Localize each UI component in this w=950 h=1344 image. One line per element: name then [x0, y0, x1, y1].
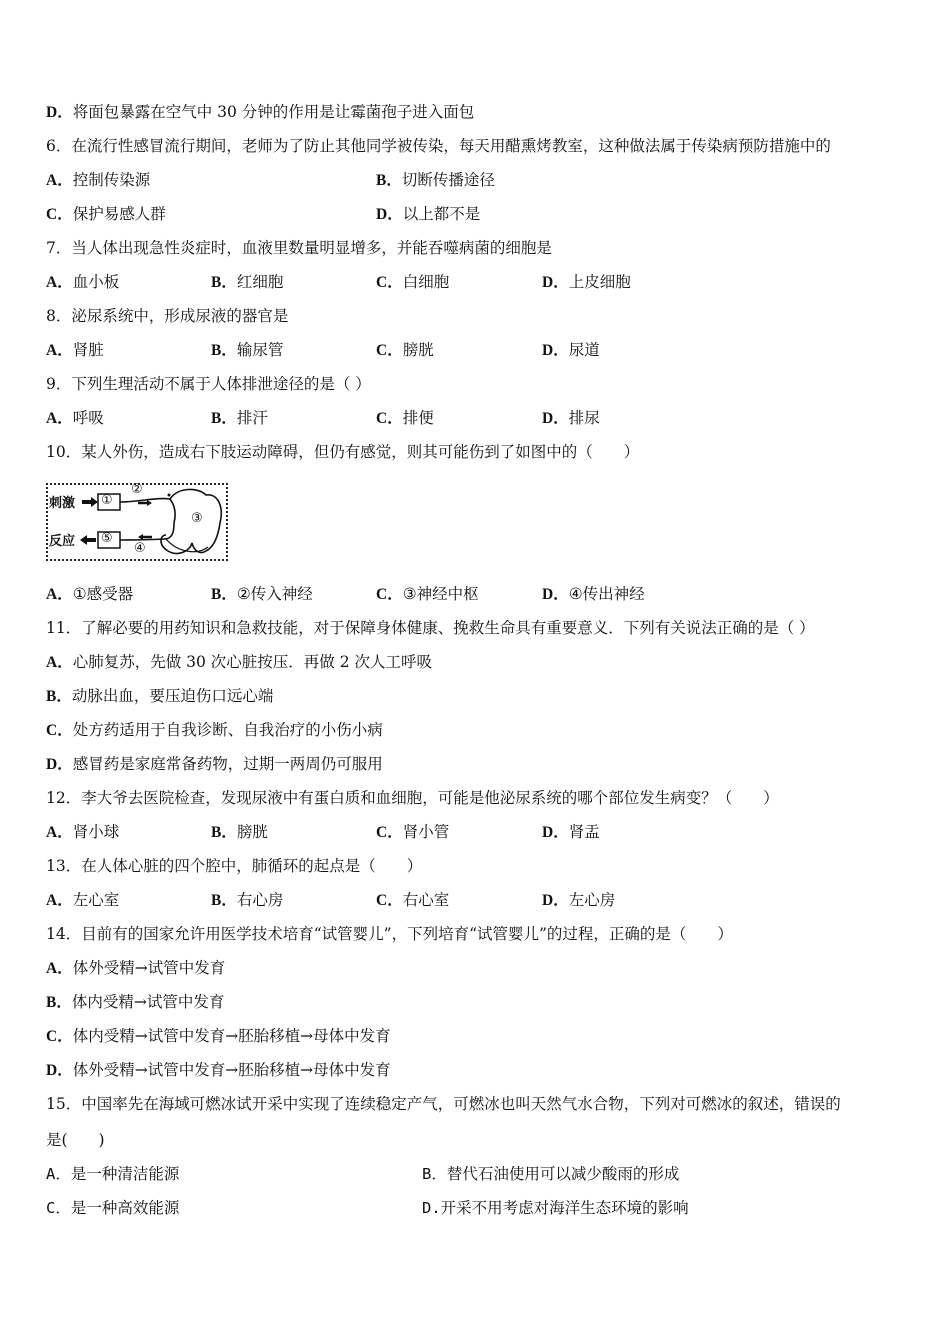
option-text: 控制传染源 — [72, 171, 151, 189]
option-text: 排汗 — [236, 409, 268, 427]
q7-stem: 7．当人体出现急性炎症时，血液里数量明显增多，并能吞噬病菌的细胞是 — [46, 239, 552, 257]
q12-option-b[interactable] — [211, 822, 268, 843]
label-center: ③ — [191, 511, 203, 526]
q8-option-c[interactable] — [376, 340, 434, 361]
q10-option-b[interactable] — [211, 584, 313, 605]
q9-option-c[interactable] — [376, 408, 434, 429]
q11-option-c[interactable] — [46, 720, 383, 741]
option-letter: A． — [46, 892, 73, 909]
label-effector: ⑤ — [101, 531, 113, 546]
q6-stem: 6．在流行性感冒流行期间，老师为了防止其他同学被传染，每天用醋熏烤教室，这种做法属于传染病预防措施中的 — [46, 137, 831, 155]
q9-option-a[interactable] — [46, 408, 104, 429]
q6-option-d[interactable] — [376, 204, 480, 225]
option-letter: A． — [46, 410, 73, 427]
option-text: 以上都不是 — [402, 205, 481, 223]
option-letter: A． — [46, 172, 73, 189]
option-letter: C． — [46, 206, 73, 223]
option-letter: D． — [46, 104, 73, 121]
option-letter: B． — [211, 410, 237, 427]
option-text: 呼吸 — [72, 409, 104, 427]
q12-stem: 12．李大爷去医院检查，发现尿液中有蛋白质和血细胞，可能是他泌尿系统的哪个部位发生病变？（ ） — [46, 789, 779, 807]
option-text: 动脉出血，要压迫伤口远心端 — [71, 687, 274, 705]
q11-stem: 11．了解必要的用药知识和急救技能，对于保障身体健康、挽救生命具有重要意义．下列有关说法正确的是（ ） — [46, 619, 815, 637]
q12-option-d[interactable] — [542, 822, 600, 843]
q13-option-a[interactable] — [46, 890, 119, 911]
option-text: 血小板 — [72, 273, 120, 291]
option-text: 肾盂 — [568, 823, 600, 841]
option-text: 上皮细胞 — [568, 273, 631, 291]
option-letter: C． — [376, 586, 403, 603]
q12-option-a[interactable] — [46, 822, 119, 843]
option-text: 肾小球 — [72, 823, 120, 841]
option-text: 体内受精→试管中发育→胚胎移植→母体中发育 — [72, 1027, 391, 1045]
q14-option-d[interactable] — [46, 1060, 391, 1081]
q14-option-b[interactable] — [46, 992, 224, 1013]
label-afferent: ② — [131, 482, 143, 497]
q7-option-c[interactable] — [376, 272, 449, 293]
option-text: 保护易感人群 — [72, 205, 166, 223]
option-letter: C． — [46, 1028, 73, 1045]
q14-option-c[interactable] — [46, 1026, 391, 1047]
option-text: 红细胞 — [236, 273, 284, 291]
q11-option-a[interactable] — [46, 652, 432, 673]
q12-option-c[interactable] — [376, 822, 449, 843]
option-letter: B． — [46, 688, 72, 705]
option-letter: D. — [422, 1199, 441, 1217]
q7-option-a[interactable] — [46, 272, 119, 293]
q8-option-b[interactable] — [211, 340, 283, 361]
option-letter: B． — [211, 892, 237, 909]
option-text: ①感受器 — [72, 585, 134, 603]
option-text: 体内受精→试管中发育 — [71, 993, 225, 1011]
q15-stem-line2: 是( ) — [46, 1131, 105, 1149]
option-text: 左心房 — [568, 891, 616, 909]
option-letter: A． — [46, 654, 73, 671]
q15-stem-line1: 15．中国率先在海域可燃冰试开采中实现了连续稳定产气，可燃冰也叫天然气水合物，下列对可燃冰的叙述，错误的 — [46, 1095, 841, 1113]
option-letter: C． — [376, 824, 403, 841]
option-text: 感冒药是家庭常备药物，过期一两周仍可服用 — [72, 755, 383, 773]
q7-option-b[interactable] — [211, 272, 283, 293]
q9-option-b[interactable] — [211, 408, 268, 429]
option-text: 肾脏 — [72, 341, 104, 359]
q11-option-b[interactable] — [46, 686, 273, 707]
option-letter: A． — [46, 586, 73, 603]
q8-stem: 8．泌尿系统中，形成尿液的器官是 — [46, 307, 289, 325]
option-text: 排尿 — [568, 409, 600, 427]
option-letter: C． — [376, 410, 403, 427]
q13-option-b[interactable] — [211, 890, 283, 911]
option-letter: B． — [211, 586, 237, 603]
option-letter: D． — [46, 756, 73, 773]
option-letter: D． — [542, 274, 569, 291]
option-text: 将面包暴露在空气中 30 分钟的作用是让霉菌孢子进入面包 — [72, 103, 475, 121]
q15-option-a[interactable] — [46, 1164, 179, 1184]
label-efferent: ④ — [134, 541, 146, 556]
option-text: 是一种清洁能源 — [70, 1165, 180, 1183]
q14-option-a[interactable] — [46, 958, 225, 979]
q13-option-c[interactable] — [376, 890, 449, 911]
q15-option-c[interactable] — [46, 1198, 179, 1218]
q11-option-d[interactable] — [46, 754, 383, 775]
option-letter: D． — [542, 586, 569, 603]
option-text: 处方药适用于自我诊断、自我治疗的小伤小病 — [72, 721, 383, 739]
option-letter: B． — [211, 342, 237, 359]
option-letter: B． — [211, 824, 237, 841]
option-text: 肾小管 — [402, 823, 450, 841]
option-text: 体外受精→试管中发育→胚胎移植→母体中发育 — [72, 1061, 391, 1079]
option-text: 左心室 — [72, 891, 120, 909]
q15-option-b[interactable] — [422, 1164, 679, 1184]
q6-option-a[interactable] — [46, 170, 150, 191]
q8-option-d[interactable] — [542, 340, 600, 361]
option-letter: C． — [46, 722, 73, 739]
option-letter: A． — [46, 824, 73, 841]
option-text: 是一种高效能源 — [70, 1199, 180, 1217]
option-letter: B． — [211, 274, 237, 291]
option-letter: A． — [46, 1165, 71, 1183]
q7-option-d[interactable] — [542, 272, 631, 293]
option-letter: C． — [46, 1199, 71, 1217]
q13-stem: 13．在人体心脏的四个腔中，肺循环的起点是（ ） — [46, 857, 423, 875]
option-letter: D． — [46, 1062, 73, 1079]
option-text: 排便 — [402, 409, 434, 427]
q14-stem: 14．目前有的国家允许用医学技术培育“试管婴儿”，下列培育“试管婴儿”的过程，正确的是（ ） — [46, 925, 733, 943]
option-text: 膀胱 — [236, 823, 268, 841]
option-text: 输尿管 — [236, 341, 284, 359]
option-text: ③神经中枢 — [402, 585, 479, 603]
q10-stem: 10．某人外伤，造成右下肢运动障碍，但仍有感觉，则其可能伤到了如图中的（ ） — [46, 443, 640, 461]
option-letter: D． — [376, 206, 403, 223]
q9-option-d[interactable] — [542, 408, 600, 429]
option-text: ④传出神经 — [568, 585, 645, 603]
option-letter: C． — [376, 342, 403, 359]
option-letter: D． — [542, 892, 569, 909]
q10-option-a[interactable] — [46, 584, 133, 605]
option-text: 右心室 — [402, 891, 450, 909]
q6-option-b[interactable] — [376, 170, 495, 191]
option-letter: A． — [46, 960, 73, 977]
option-letter: D． — [542, 410, 569, 427]
reflex-arc-diagram — [46, 483, 228, 561]
stimulus-label: 刺激 — [49, 496, 76, 511]
option-letter: A． — [46, 274, 73, 291]
option-letter: B． — [422, 1165, 447, 1183]
option-text: 右心房 — [236, 891, 284, 909]
response-label: 反应 — [49, 534, 76, 549]
q9-stem: 9．下列生理活动不属于人体排泄途径的是（ ） — [46, 375, 371, 393]
q8-option-a[interactable] — [46, 340, 104, 361]
option-letter: D． — [542, 824, 569, 841]
option-text: 白细胞 — [402, 273, 450, 291]
option-letter: A． — [46, 342, 73, 359]
option-text: 膀胱 — [402, 341, 434, 359]
option-text: 替代石油使用可以减少酸雨的形成 — [446, 1165, 680, 1183]
option-text: 开采不用考虑对海洋生态环境的影响 — [440, 1199, 689, 1217]
q13-option-d[interactable] — [542, 890, 615, 911]
q5-option-d — [46, 102, 474, 123]
option-letter: C． — [376, 274, 403, 291]
q15-option-d[interactable] — [422, 1198, 689, 1218]
q10-option-c[interactable] — [376, 584, 479, 605]
option-text: 尿道 — [568, 341, 600, 359]
option-text: ②传入神经 — [236, 585, 313, 603]
option-letter: B． — [376, 172, 402, 189]
q10-option-d[interactable] — [542, 584, 645, 605]
label-receptor: ① — [101, 493, 113, 508]
option-text: 切断传播途径 — [401, 171, 495, 189]
option-letter: C． — [376, 892, 403, 909]
option-letter: B． — [46, 994, 72, 1011]
option-text: 体外受精→试管中发育 — [72, 959, 226, 977]
option-text: 心肺复苏，先做 30 次心脏按压．再做 2 次人工呼吸 — [72, 653, 432, 671]
q6-option-c[interactable] — [46, 204, 166, 225]
option-letter: D． — [542, 342, 569, 359]
